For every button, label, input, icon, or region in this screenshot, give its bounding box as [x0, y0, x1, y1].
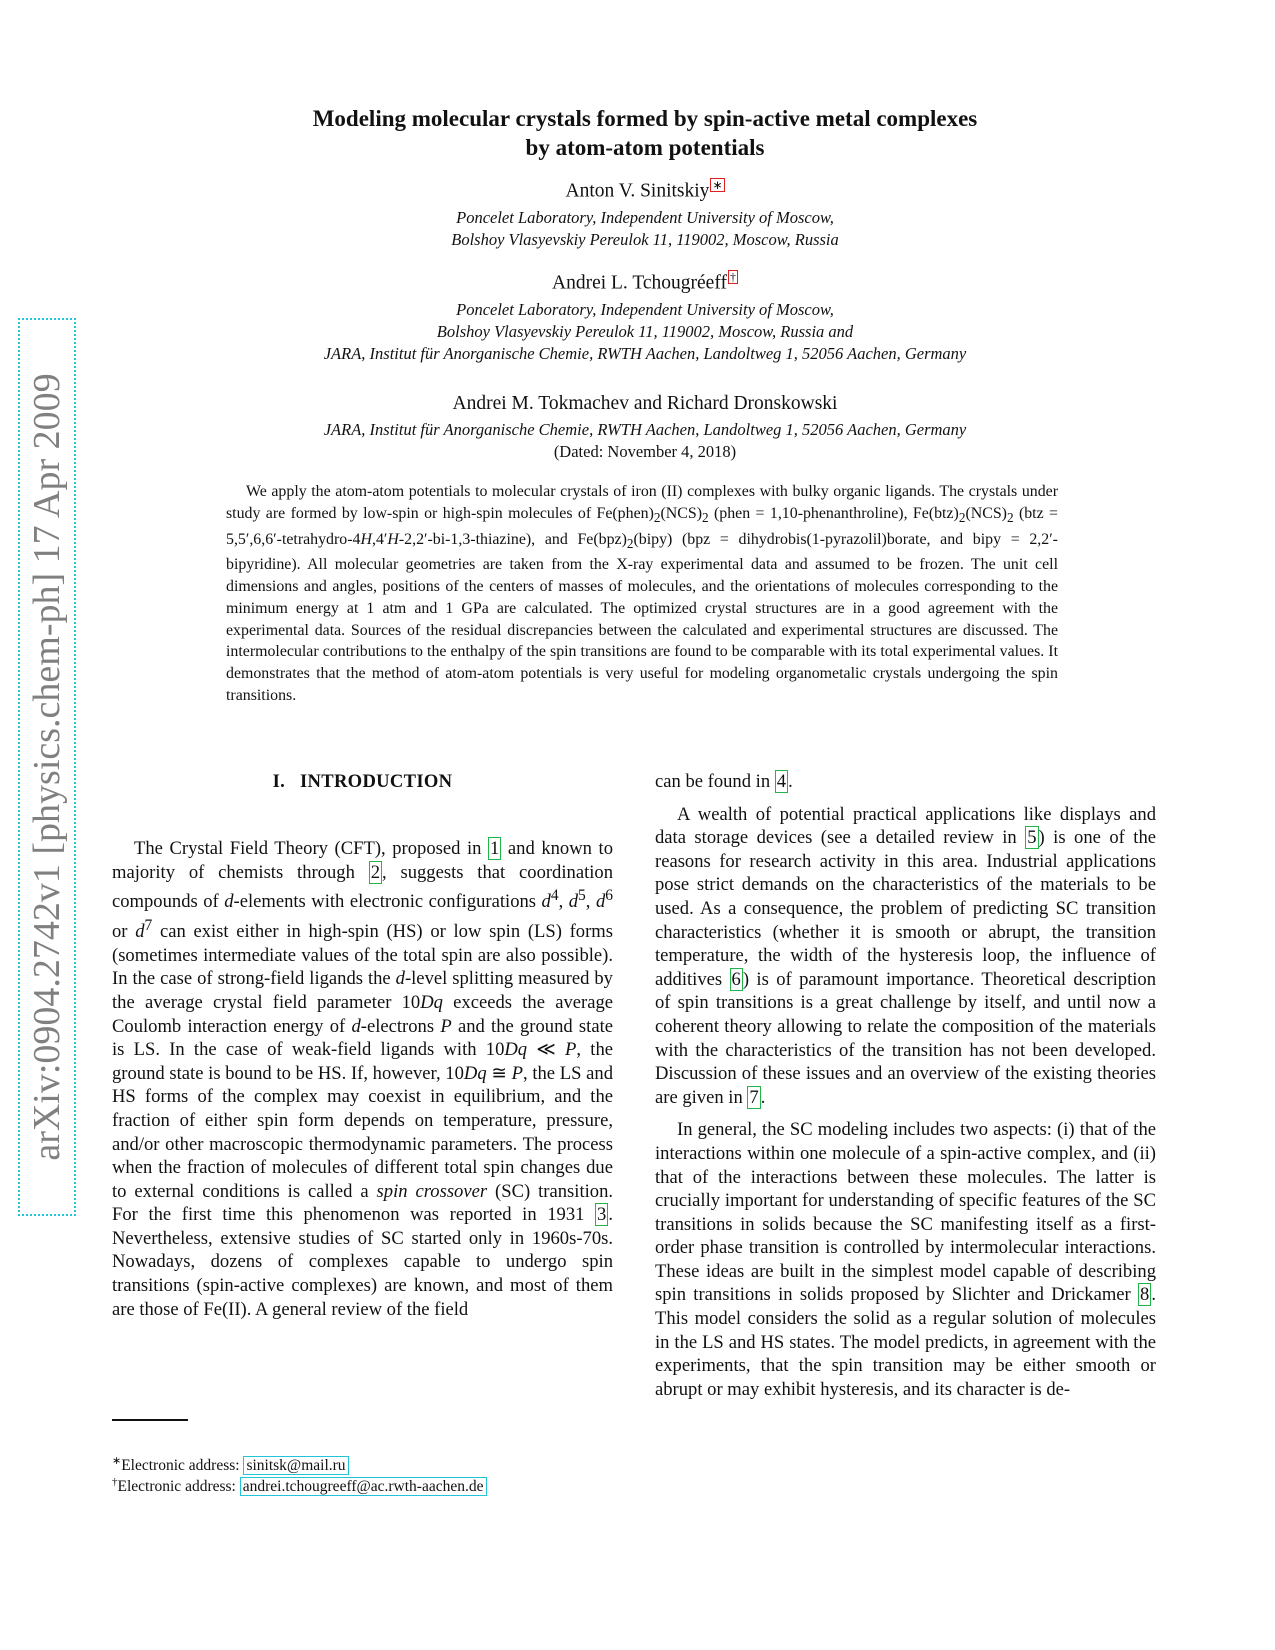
footnote-2: †Electronic address: andrei.tchougreeff@ac.rwth-aachen.de [112, 1476, 632, 1497]
email-link-sinitskiy[interactable]: sinitsk@mail.ru [243, 1456, 348, 1475]
title-line-1: Modeling molecular crystals formed by spin-active metal complexes [312, 106, 978, 131]
arxiv-identifier[interactable]: arXiv:0904.2742v1 [physics.chem-ph] 17 Apr 2009 [26, 373, 68, 1161]
affiliation-line: Poncelet Laboratory, Independent University of Moscow, [456, 207, 834, 227]
title-line-2: by atom-atom potentials [525, 135, 765, 160]
intro-paragraph-2: A wealth of potential practical applications like displays and data storage devices (see a detailed review in 5 ) is one of the reasons for research activity in this area. Industrial applications pose strict demands on the characteristics of the materials to be used. As a consequence, the problem of predicting SC transition characteristics (whether it is smooth or abrupt, the transition temperature, the width of the hysteresis loop, the influence of additives 6 ) is of paramount importance. Theoretical description of spin transitions is a great challenge by itself, and until now a coherent theory allowing to relate the composition of the materials with the characteristics of the transition has not been developed. Discussion of these issues and an overview of the existing theories are given in 7 . [655, 803, 1156, 1108]
affiliation-line: JARA, Institut für Anorganische Chemie, RWTH Aachen, Landoltweg 1, 52056 Aachen, Germany [323, 420, 967, 439]
email-link-tchougreeff[interactable]: andrei.tchougreeff@ac.rwth-aachen.de [240, 1477, 487, 1496]
intro-paragraph-3: In general, the SC modeling includes two aspects: (i) that of the interactions within one molecule of a spin-active complex, and (ii) that of the interactions between these molecules. The latter is crucially important for understanding of specific features of the SC transitions in solids because the SC manifesting itself as a first-order phase transition is controlled by intermolecular interactions. These ideas are built in the simplest model capable of describing spin transitions in solids proposed by Slichter and Drickamer 8 . This model considers the solid as a regular solution of molecules in the LS and HS states. The model predicts, in agreement with the experiments, that the spin transition may be either smooth or abrupt or may exhibit hysteresis, and its character is de- [655, 1119, 1156, 1400]
arxiv-sidebar-stamp [18, 318, 76, 1216]
author-name: Andrei M. Tokmachev and Richard Dronskowski [452, 393, 838, 414]
footnote-link[interactable]: † [729, 270, 736, 284]
author-name: Anton V. Sinitskiy ∗ [565, 178, 723, 202]
footnotes [112, 1455, 632, 1497]
author-block-3 [150, 392, 1140, 463]
section-heading: I. INTRODUCTION [272, 771, 453, 792]
right-column [655, 770, 1156, 1401]
footnote-1: ∗Electronic address: sinitsk@mail.ru [112, 1455, 632, 1476]
footnote-divider [112, 1419, 188, 1421]
author-block-1 [150, 178, 1140, 251]
abstract: We apply the atom-atom potentials to molecular crystals of iron (II) complexes with bulky organic ligands. The crystals under study are formed by low-spin or high-spin molecules of $Fe(phen)_2(NCS)_2$ (phen = 1,10-phenanthroline), $Fe(btz)_2(NCS)_2$ (btz = 5,5′,6,6′-tetrahydro-4H,4′H-2,2′-bi-1,3-thiazine), and $Fe(bpz)_2(bipy) (bpz$ = dihydrobis(1-pyrazolil)borate, and bipy = 2,2′-bipyridine). All molecular geometries are taken from the X-ray experimental data and assumed to be frozen. The unit cell dimensions and angles, positions of the centers of masses of molecules, and the orientations of molecules corresponding to the minimum energy at 1 atm and 1 GPa are calculated. The optimized crystal structures are in a good agreement with the experimental data. Sources of the residual discrepancies between the calculated and experimental structures are discussed. The intermolecular contributions to the enthalpy of the spin transitions are found to be comparable with its total experimental values. It demonstrates that the method of atom-atom potentials is very useful for modeling organometalic crystals undergoing the spin transitions. [226, 483, 1058, 704]
paper-title [150, 104, 1140, 162]
footnote-link[interactable]: ∗ [712, 178, 723, 192]
author-name: Andrei L. Tchougréeff † [552, 270, 736, 294]
intro-paragraph-1: The Crystal Field Theory (CFT), proposed in 1 and known to majority of chemists through 2 , suggests that coordination compounds of d-elements with electronic configurations $d^4$, $d^5$, $d^6$ or $d^7$ can exist either in high-spin (HS) or low spin (LS) forms (sometimes intermediate values of the total spin are also possible). In the case of strong-field ligands the d-level splitting measured by the average crystal field parameter 10Dq exceeds the average Coulomb interaction energy of d-electrons P and the ground state is LS. In the case of weak-field ligands with 10Dq ≪ P, the ground state is bound to be HS. If, however, 10Dq ≅ P, the LS and HS forms of the complex may coexist in equilibrium, and the fraction of either spin form depends on temperature, pressure, and/or other macroscopic thermodynamic parameters. The process when the fraction of molecules of different total spin changes due to external conditions is called a spin crossover (SC) transition. For the first time this phenomenon was reported in 1931 3 . Nevertheless, extensive studies of SC started only in 1960s-70s. Nowadays, dozens of complexes capable to undergo spin transitions (spin-active complexes) are known, and most of them are those of Fe(II). A general review of the field [112, 838, 614, 1320]
affiliation-line: JARA, Institut für Anorganische Chemie, RWTH Aachen, Landoltweg 1, 52056 Aachen, Germany [323, 343, 967, 363]
intro-continuation: can be found in 4 . [655, 771, 793, 792]
affiliation-line: Bolshoy Vlasyevskiy Pereulok 11, 119002, Moscow, Russia and [436, 321, 854, 341]
left-column [112, 770, 613, 1321]
author-block-2 [150, 270, 1140, 365]
dated-line: (Dated: November 4, 2018) [553, 442, 737, 461]
affiliation-line: Poncelet Laboratory, Independent University of Moscow, [456, 299, 834, 319]
affiliation-line: Bolshoy Vlasyevskiy Pereulok 11, 119002, Moscow, Russia [451, 229, 839, 249]
